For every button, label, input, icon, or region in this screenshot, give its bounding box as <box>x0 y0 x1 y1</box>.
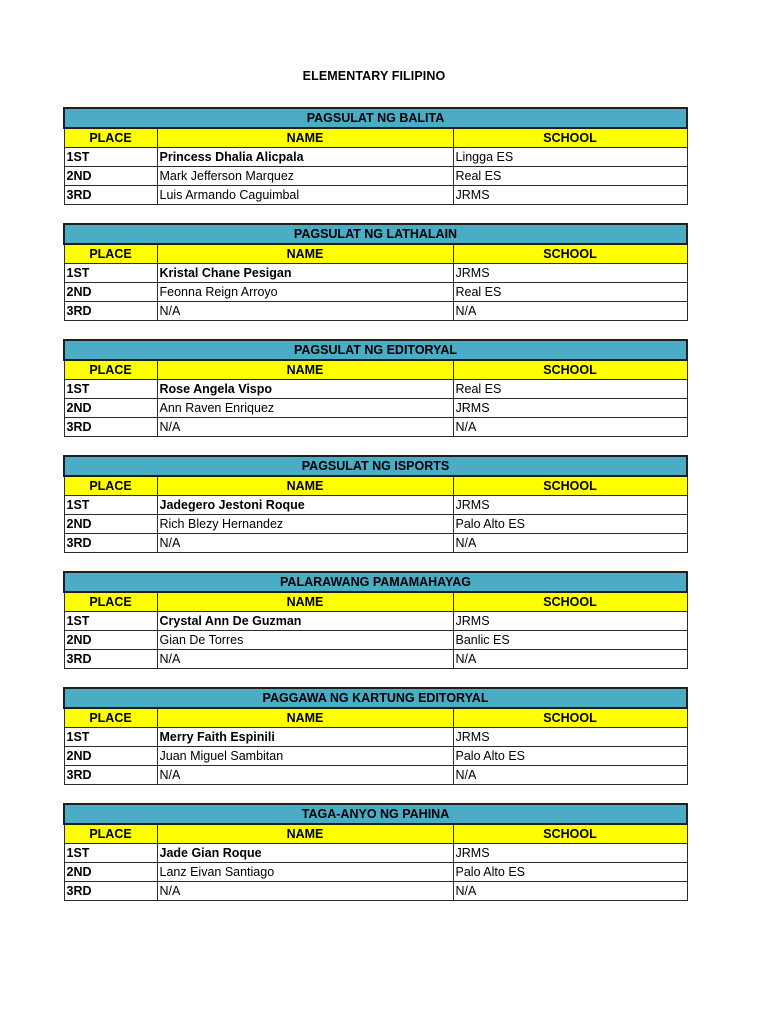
header-place: PLACE <box>64 244 157 264</box>
header-name: NAME <box>157 824 453 844</box>
table-row <box>64 418 687 437</box>
header-name: NAME <box>157 360 453 380</box>
name-cell: Kristal Chane Pesigan <box>157 264 453 283</box>
category-title: PAGSULAT NG LATHALAIN <box>64 224 687 244</box>
place-cell: 1ST <box>64 380 157 399</box>
place-cell: 3RD <box>64 186 157 205</box>
place-cell: 2ND <box>64 515 157 534</box>
place-cell: 1ST <box>64 844 157 863</box>
header-place: PLACE <box>64 592 157 612</box>
header-name: NAME <box>157 592 453 612</box>
school-cell: JRMS <box>453 844 687 863</box>
table-row <box>64 302 687 321</box>
table-row <box>64 650 687 669</box>
header-school: SCHOOL <box>453 592 687 612</box>
column-header-row <box>64 360 687 380</box>
place-cell: 2ND <box>64 747 157 766</box>
school-cell: Real ES <box>453 380 687 399</box>
school-cell: JRMS <box>453 264 687 283</box>
name-cell: Mark Jefferson Marquez <box>157 167 453 186</box>
table-row <box>64 496 687 515</box>
header-place: PLACE <box>64 708 157 728</box>
header-name: NAME <box>157 708 453 728</box>
name-cell: Jadegero Jestoni Roque <box>157 496 453 515</box>
category-title: PAGSULAT NG EDITORYAL <box>64 340 687 360</box>
header-school: SCHOOL <box>453 824 687 844</box>
school-cell: JRMS <box>453 728 687 747</box>
school-cell: JRMS <box>453 186 687 205</box>
category-title-row <box>64 224 687 244</box>
header-place: PLACE <box>64 476 157 496</box>
school-cell: JRMS <box>453 612 687 631</box>
header-place: PLACE <box>64 128 157 148</box>
header-name: NAME <box>157 244 453 264</box>
table-row <box>64 399 687 418</box>
name-cell: Princess Dhalia Alicpala <box>157 148 453 167</box>
category-table <box>63 803 688 901</box>
table-row <box>64 882 687 901</box>
category-title-row <box>64 688 687 708</box>
category-title: PALARAWANG PAMAMAHAYAG <box>64 572 687 592</box>
school-cell: Palo Alto ES <box>453 747 687 766</box>
column-header-row <box>64 592 687 612</box>
school-cell: N/A <box>453 302 687 321</box>
name-cell: Jade Gian Roque <box>157 844 453 863</box>
header-school: SCHOOL <box>453 708 687 728</box>
place-cell: 3RD <box>64 650 157 669</box>
table-row <box>64 612 687 631</box>
category-title: PAGSULAT NG BALITA <box>64 108 687 128</box>
name-cell: N/A <box>157 302 453 321</box>
school-cell: N/A <box>453 766 687 785</box>
place-cell: 1ST <box>64 148 157 167</box>
category-title-row <box>64 804 687 824</box>
header-name: NAME <box>157 128 453 148</box>
table-row <box>64 766 687 785</box>
category-table <box>63 571 688 669</box>
table-row <box>64 631 687 650</box>
name-cell: Feonna Reign Arroyo <box>157 283 453 302</box>
category-title-row <box>64 572 687 592</box>
table-row <box>64 844 687 863</box>
school-cell: Palo Alto ES <box>453 515 687 534</box>
header-place: PLACE <box>64 824 157 844</box>
school-cell: Lingga ES <box>453 148 687 167</box>
table-row <box>64 283 687 302</box>
school-cell: N/A <box>453 418 687 437</box>
name-cell: Rose Angela Vispo <box>157 380 453 399</box>
place-cell: 3RD <box>64 534 157 553</box>
category-title-row <box>64 108 687 128</box>
name-cell: Juan Miguel Sambitan <box>157 747 453 766</box>
name-cell: N/A <box>157 418 453 437</box>
table-row <box>64 264 687 283</box>
table-row <box>64 863 687 882</box>
name-cell: Luis Armando Caguimbal <box>157 186 453 205</box>
table-row <box>64 167 687 186</box>
school-cell: JRMS <box>453 399 687 418</box>
table-row <box>64 728 687 747</box>
results-tables <box>63 107 686 919</box>
place-cell: 3RD <box>64 302 157 321</box>
category-table <box>63 339 688 437</box>
header-place: PLACE <box>64 360 157 380</box>
category-table <box>63 455 688 553</box>
category-title: PAGGAWA NG KARTUNG EDITORYAL <box>64 688 687 708</box>
school-cell: N/A <box>453 650 687 669</box>
table-row <box>64 534 687 553</box>
school-cell: N/A <box>453 534 687 553</box>
table-row <box>64 148 687 167</box>
table-row <box>64 515 687 534</box>
document-title: ELEMENTARY FILIPINO <box>302 69 446 83</box>
category-table <box>63 223 688 321</box>
name-cell: Ann Raven Enriquez <box>157 399 453 418</box>
school-cell: Real ES <box>453 167 687 186</box>
header-school: SCHOOL <box>453 476 687 496</box>
place-cell: 1ST <box>64 496 157 515</box>
table-row <box>64 186 687 205</box>
school-cell: JRMS <box>453 496 687 515</box>
name-cell: Lanz Eivan Santiago <box>157 863 453 882</box>
name-cell: Crystal Ann De Guzman <box>157 612 453 631</box>
name-cell: N/A <box>157 650 453 669</box>
school-cell: N/A <box>453 882 687 901</box>
header-school: SCHOOL <box>453 128 687 148</box>
header-name: NAME <box>157 476 453 496</box>
place-cell: 2ND <box>64 631 157 650</box>
column-header-row <box>64 128 687 148</box>
category-table <box>63 107 688 205</box>
category-title-row <box>64 456 687 476</box>
place-cell: 1ST <box>64 264 157 283</box>
name-cell: N/A <box>157 882 453 901</box>
header-school: SCHOOL <box>453 360 687 380</box>
place-cell: 3RD <box>64 766 157 785</box>
category-title-row <box>64 340 687 360</box>
place-cell: 3RD <box>64 418 157 437</box>
column-header-row <box>64 244 687 264</box>
place-cell: 1ST <box>64 612 157 631</box>
column-header-row <box>64 476 687 496</box>
place-cell: 2ND <box>64 399 157 418</box>
name-cell: Rich Blezy Hernandez <box>157 515 453 534</box>
place-cell: 1ST <box>64 728 157 747</box>
name-cell: N/A <box>157 534 453 553</box>
table-row <box>64 747 687 766</box>
place-cell: 2ND <box>64 863 157 882</box>
table-row <box>64 380 687 399</box>
school-cell: Real ES <box>453 283 687 302</box>
category-title: PAGSULAT NG ISPORTS <box>64 456 687 476</box>
place-cell: 3RD <box>64 882 157 901</box>
name-cell: N/A <box>157 766 453 785</box>
column-header-row <box>64 708 687 728</box>
place-cell: 2ND <box>64 283 157 302</box>
column-header-row <box>64 824 687 844</box>
category-table <box>63 687 688 785</box>
category-title: TAGA-ANYO NG PAHINA <box>64 804 687 824</box>
place-cell: 2ND <box>64 167 157 186</box>
name-cell: Gian De Torres <box>157 631 453 650</box>
name-cell: Merry Faith Espinili <box>157 728 453 747</box>
header-school: SCHOOL <box>453 244 687 264</box>
school-cell: Banlic ES <box>453 631 687 650</box>
school-cell: Palo Alto ES <box>453 863 687 882</box>
